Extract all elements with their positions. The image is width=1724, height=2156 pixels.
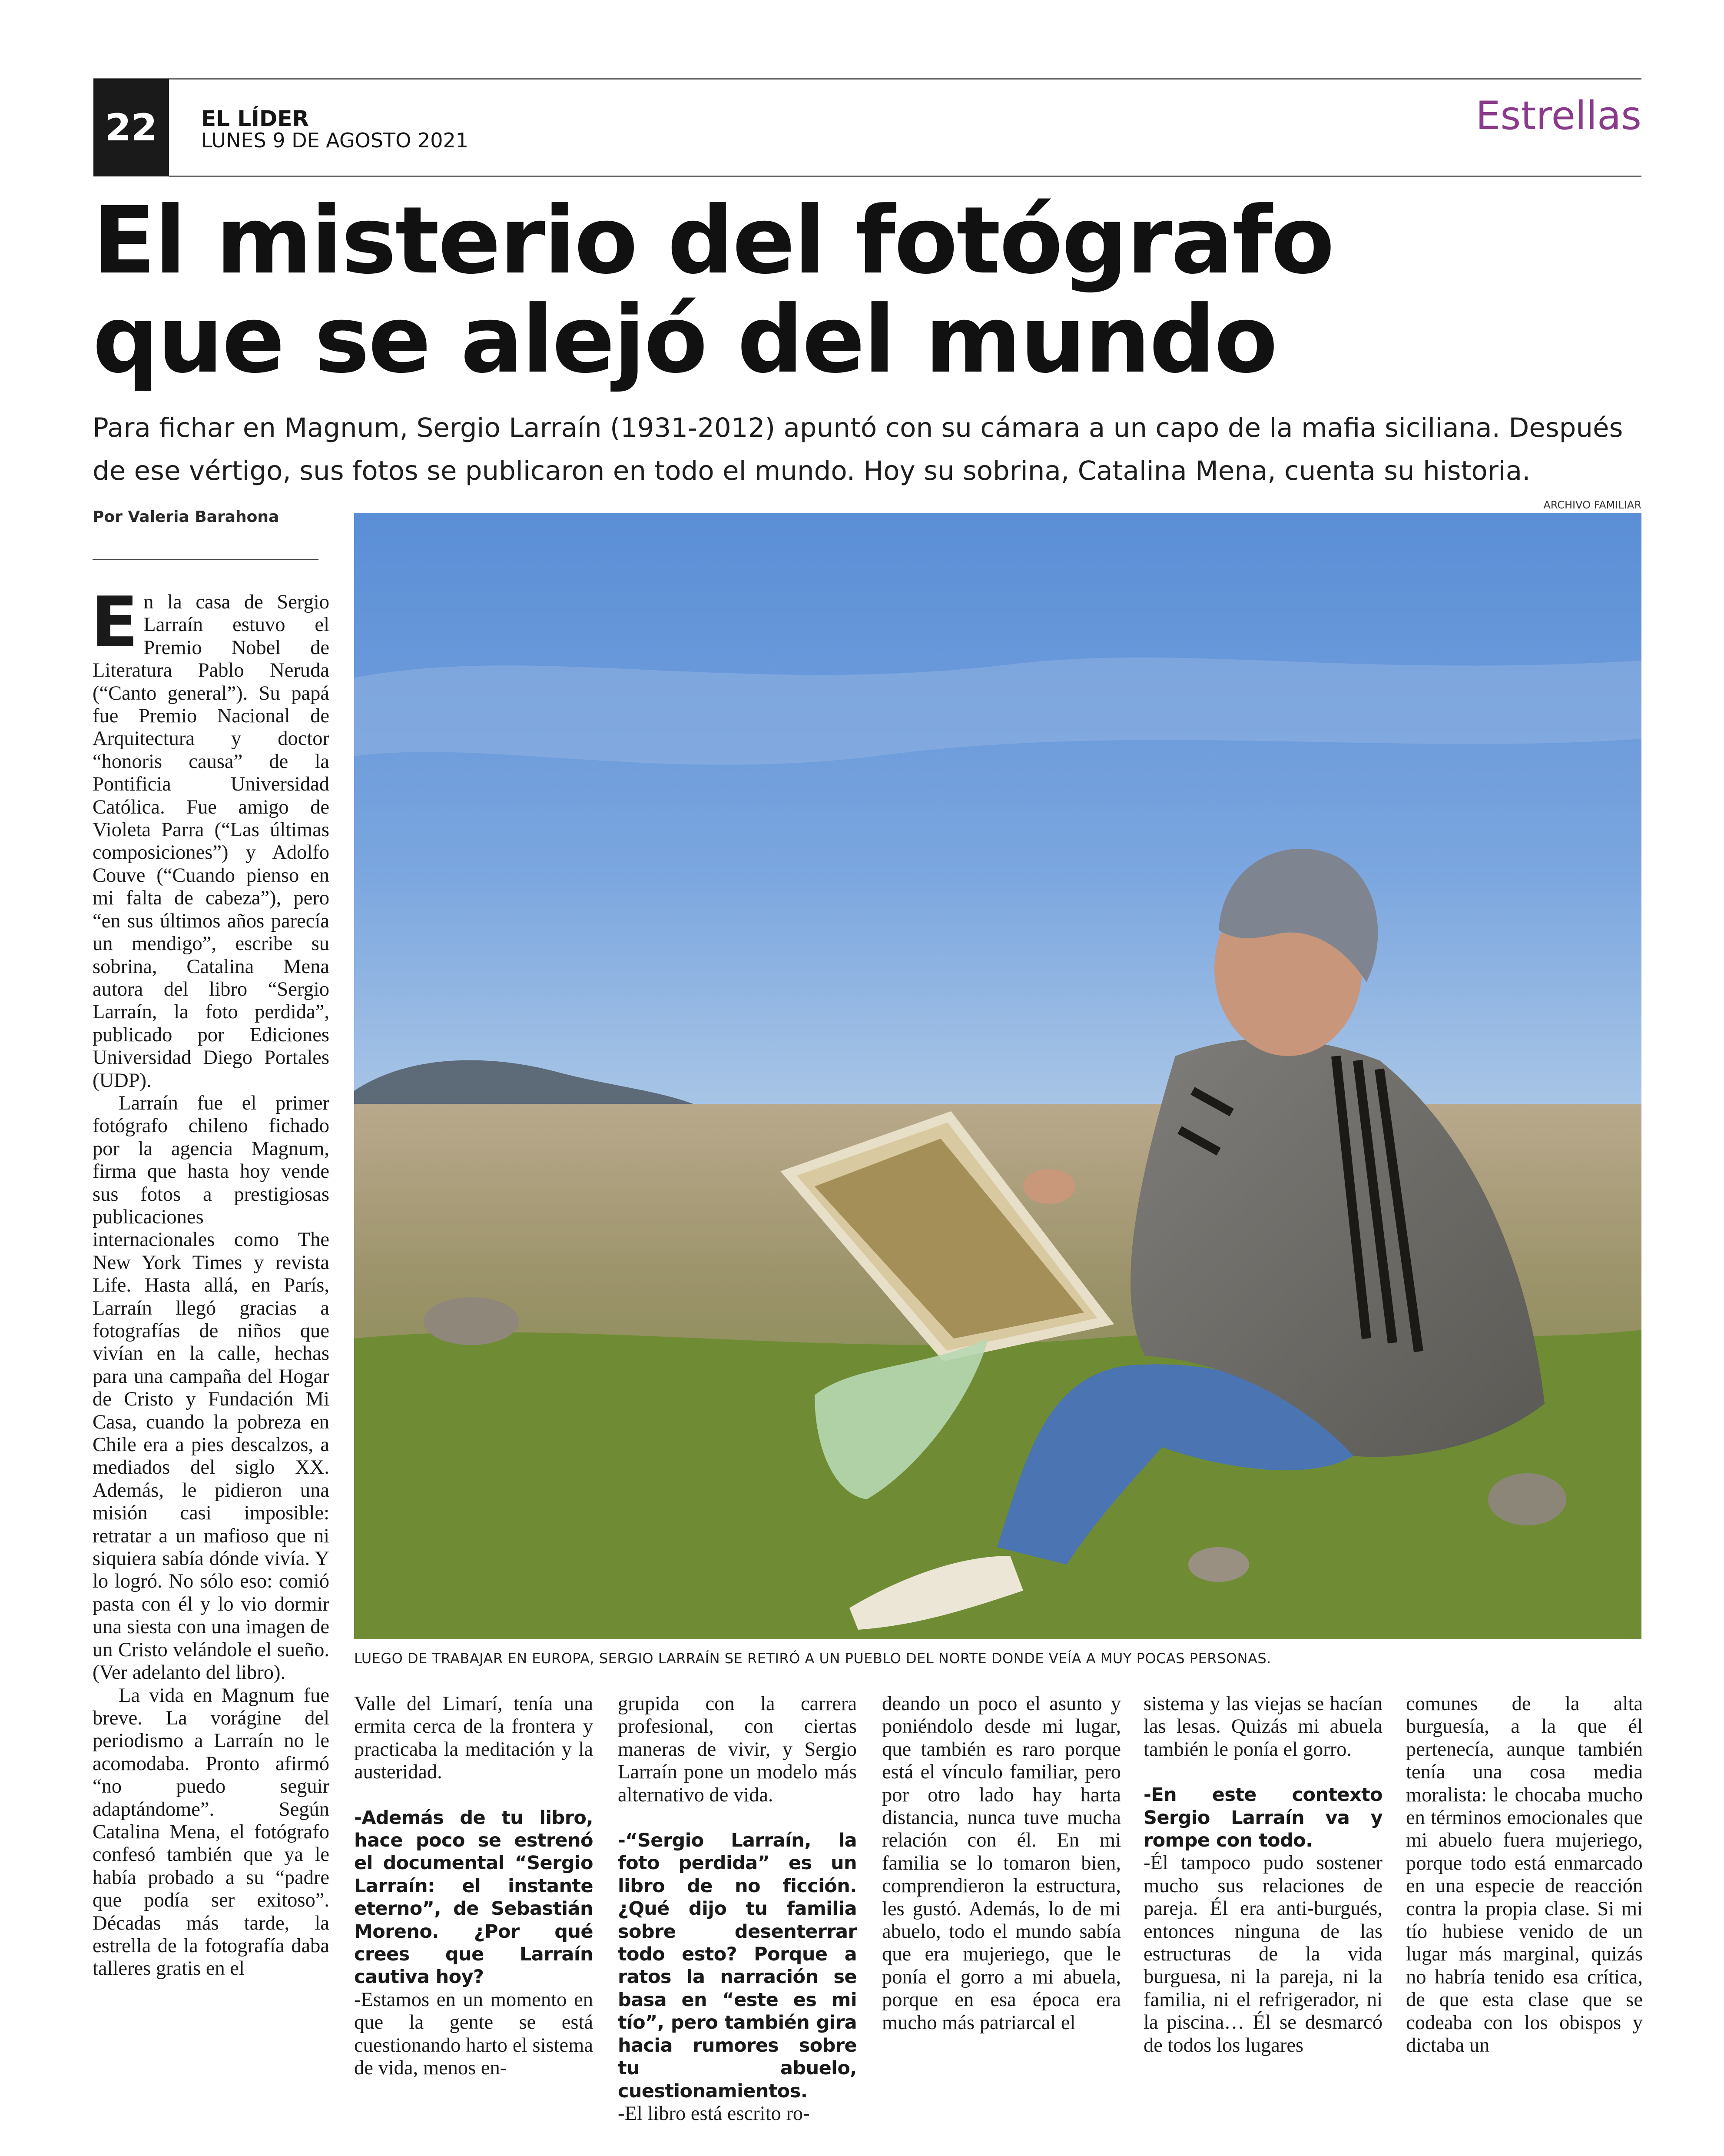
interview-question: -En este contexto Sergio Larraín va y rompe con todo. [1144,1784,1383,1852]
drop-cap: E [91,581,139,663]
paragraph: deando un poco el asunto y poniéndolo desde mi lugar, que también es raro porque está el vínculo familiar, pero por otro lado hay harta distancia, nunca tuve mucha relación con él. En mi familia se lo tomaron bien, comprendieron la estructura, les gustó. Además, lo de mi abuelo, todo el mundo sabía que era mujeriego, que le ponía el gorro a mi abuela, porque en esa época era mucho más patriarcal el [882,1693,1121,2034]
section-name: Estrellas [1475,93,1641,139]
interview-question: -Además de tu libro, hace poco se estrenó el documental “Sergio Larraín: el instante eterno”, de Sebastián Moreno. ¿Por qué crees que Larraín cautiva hoy? [354,1807,593,1988]
photo-rock [1488,1473,1566,1525]
paragraph: comunes de la alta burguesía, a la que él pertenecía, aunque también tenía una cosa media moralista: le chocaba mucho en términos emocionales que mi abuelo fuera mujeriego, porque todo está enmarcado en una especie de reacción contra la propia clase. Si mi tío hubiese venido de un lugar más marginal, quizás no habría tenido esa crítica, de que esta clase que se codeaba con los obispos y dictaba un [1406,1693,1643,2057]
page-number: 22 [93,79,169,176]
article-column-4 [882,1693,1121,2034]
article-column-3 [618,1693,857,2125]
article-column-1 [91,581,329,1980]
interview-answer: -El libro está escrito ro- [618,2102,810,2125]
paragraph: grupida con la carrera profesional, con ciertas maneras de vivir, y Sergio Larraín pone un modelo más alternativo de vida. [618,1693,857,1806]
photo-sky [354,513,1641,1113]
paragraph [91,581,329,1092]
byline: Por Valeria Barahona [93,508,279,526]
article-column-2 [354,1693,593,2080]
paragraph: Larraín fue el primer fotógrafo chileno fichado por la agencia Magnum, firma que hasta hoy vende sus fotos a prestigiosas publicaciones internacionales como The New York Times y revista Life. Hasta allá, en París, Larraín llegó gracias a fotografías de niños que vivían en la calle, hechas para una campaña del Hogar de Cristo y Fundación Mi Casa, cuando la pobreza en Chile era a pies descalzos, a mediados del siglo XX. Además, le pidieron una misión casi imposible: retratar a un mafioso que ni siquiera sabía dónde vivía. Y lo logró. No sólo eso: comió pasta con él y lo vio dormir una siesta con una imagen de un Cristo velándole el sueño. (Ver adelanto del libro). [93,1092,329,1684]
photo-caption: LUEGO DE TRABAJAR EN EUROPA, SERGIO LARRAÍN SE RETIRÓ A UN PUEBLO DEL NORTE DONDE VEÍA A MUY POCAS PERSONAS. [354,1650,1271,1667]
photo-rock [1188,1547,1249,1582]
issue-date: LUNES 9 DE AGOSTO 2021 [201,129,469,152]
headline-line-1: El misterio del fotógrafo [93,187,1333,295]
photo-hand [1023,1169,1075,1204]
deck: Para fichar en Magnum, Sergio Larraín (1931-2012) apuntó con su cámara a un capo de la mafia siciliana. Después de ese vértigo, sus fotos se publicaron en todo el mundo. Hoy su sobrina, Catalina Mena, cuenta su historia. [93,412,1623,486]
top-rule [93,78,1641,80]
paragraph: La vida en Magnum fue breve. La vorágine del periodismo a Larraín no le acomodaba. Pronto afirmó “no puedo seguir adaptándome”. Según Catalina Mena, el fotógrafo confesó también que ya le había probado a su “padre que podía ser exitoso”. Décadas más tarde, la estrella de la fotografía daba talleres gratis en el [93,1684,329,1980]
photo-illustration [354,513,1641,1639]
article-photo [354,513,1641,1639]
interview-answer: -Estamos en un momento en que la gente se está cuestionando harto el sistema de vida, menos en- [354,1988,593,2080]
headline [93,187,1570,394]
article-column-5 [1144,1693,1383,2057]
photo-credit: ARCHIVO FAMILIAR [1543,499,1641,511]
photo-rock [424,1297,519,1345]
paragraph: sistema y las viejas se hacían las lesas. Quizás mi abuela también le ponía el gorro. [1144,1693,1383,1761]
headline-line-2: que se alejó del mundo [93,286,1276,394]
interview-answer: -Él tampoco pudo sostener mucho sus relaciones de pareja. Él era anti-burgués, entonces ninguna de las estructuras de la vida burguesa, ni la pareja, ni la familia, ni el refrigerador, ni la piscina… Él se desmarcó de todos los lugares [1144,1852,1383,2056]
paragraph-text: n la casa de Sergio Larraín estuvo el Premio Nobel de Literatura Pablo Neruda (“Canto general”). Su papá fue Premio Nacional de Arquitectura y doctor “honoris causa” de la Pontificia Universidad Católica. Fue amigo de Violeta Parra (“Las últimas composiciones”) y Adolfo Couve (“Cuando pienso en mi falta de cabeza”), pero “en sus últimos años parecía un mendigo”, escribe su sobrina, Catalina Mena autora del libro “Sergio Larraín, la foto perdida”, publicado por Ediciones Universidad Diego Portales (UDP). [93,591,329,1092]
newspaper-name: EL LÍDER [201,106,309,131]
interview-question: -“Sergio Larraín, la foto perdida” es un libro de no ficción. ¿Qué dijo tu familia sobre desenterrar todo esto? Porque a ratos la narración se basa en “este es mi tío”, pero también gira hacia rumores sobre tu abuelo, cuestionamientos. [618,1830,857,2102]
header-bottom-rule [169,176,1641,177]
paragraph: Valle del Limarí, tenía una ermita cerca de la frontera y practicaba la meditación y la austeridad. [354,1693,593,1784]
byline-rule [93,559,318,560]
article-column-6 [1406,1693,1643,2057]
